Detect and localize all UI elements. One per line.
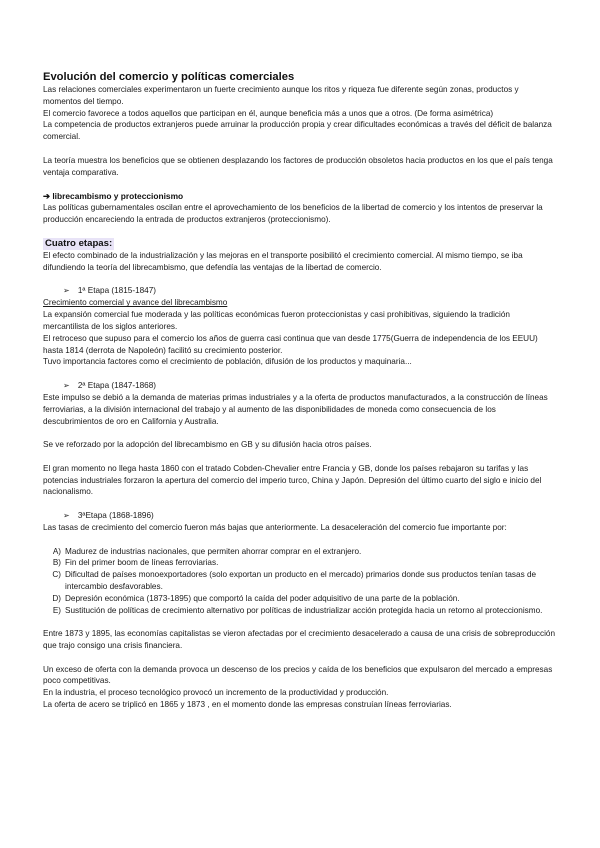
page-title: Evolución del comercio y políticas comerciales [43, 71, 295, 83]
list-item-letter: E) [52, 605, 61, 615]
intro-paragraph: Las relaciones comerciales experimentaron un fuerte crecimiento aunque los ritos y riqueza fue diferente según zonas, productos y momentos del tiempo. [43, 85, 519, 106]
closing-paragraph: En la industria, el proceso tecnológico provocó un incremento de la productividad y producción. [43, 688, 389, 698]
list-item-letter: D) [52, 593, 61, 603]
stages-intro-paragraph: El efecto combinado de la industrialización y las mejoras en el transporte posibilitó el crecimiento comercial. Al mismo tiempo, se iba difundiendo la teoría del librecambismo, que defendía las ventajas de la libertad de comercio. [43, 251, 523, 272]
closing-paragraph: Un exceso de oferta con la demanda provoca un descenso de los precios y caída de los beneficios que expulsaron del mercado a empresas poco competitivas. [43, 664, 553, 686]
arrow-bullet-icon: ➢ [63, 286, 70, 296]
document-body [43, 70, 557, 711]
stage-2-paragraph: Se ve reforzado por la adopción del librecambismo en GB y su difusión hacia otros países. [43, 440, 372, 450]
list-item-text: Fin del primer boom de líneas ferroviarias. [65, 558, 219, 568]
causes-list [43, 546, 557, 617]
stage-1-paragraph: La expansión comercial fue moderada y las políticas económicas fueron proteccionistas y casi prohibitivas, siguiendo la tradición mercantilista de los siglos anteriores. [43, 310, 510, 332]
list-item-text: Madurez de industrias nacionales, que permiten ahorrar comprar en el extranjero. [65, 546, 362, 556]
stage-1-paragraph: Tuvo importancia factores como el crecimiento de población, difusión de los productos y maquinaria... [43, 357, 412, 367]
stage-1-subtitle: Crecimiento comercial y avance del librecambismo [43, 298, 228, 308]
intro-paragraph: El comercio favorece a todos aquellos que participan en él, aunque beneficia más a unos que a otros. (De forma asimétrica) [43, 108, 494, 118]
crisis-paragraph: Entre 1873 y 1895, las economías capitalistas se vieron afectadas por el crecimiento desacelerado a causa de una crisis de sobreproducción que trajo consigo una crisis financiera. [43, 629, 556, 650]
free-trade-heading: ➔ librecambismo y proteccionismo [43, 191, 184, 202]
stage-3-label [63, 510, 557, 522]
list-item-letter: A) [52, 546, 61, 556]
stage-2-label-text: 2ª Etapa (1847-1868) [77, 381, 157, 391]
stage-1-label-text: 1ª Etapa (1815-1847) [77, 286, 157, 296]
stage-3-label-text: 3ªEtapa (1868-1896) [77, 511, 154, 520]
intro-paragraph: La competencia de productos extranjeros puede arruinar la producción propia y crear dificultades económicas a través del déficit de balanza comercial. [43, 120, 552, 142]
list-item-letter: B) [52, 558, 61, 568]
list-item [43, 546, 557, 558]
list-item [43, 605, 557, 617]
stage-2-label [63, 380, 557, 392]
stage-1-paragraph: El retroceso que supuso para el comercio los años de guerra casi continua que van desde 1775(Guerra de independencia de los EEUU) hasta 1814 (derrota de Napoleón) facilitó su crecimiento posterior. [43, 333, 538, 355]
arrow-bullet-icon: ➢ [63, 511, 70, 520]
list-item-text: Sustitución de políticas de crecimiento alternativo por políticas de industrializar acción protegida hacia un retorno al proteccionismo. [65, 605, 543, 615]
stages-heading: Cuatro etapas: [45, 237, 113, 249]
stage-3-intro: Las tasas de crecimiento del comercio fueron más bajas que anteriormente. La desaceleración del comercio fue importante por: [43, 523, 507, 532]
stage-2-paragraph: El gran momento no llega hasta 1860 con el tratado Cobden-Chevalier entre Francia y GB, donde los países rebajaron su tarifas y las potencias industriales forzaron la apertura del comercio del imperio turco, China y Japón. Depresión del último cuarto del siglo e inicio del nacionalismo. [43, 463, 542, 497]
stage-2-paragraph: Este impulso se debió a la demanda de materias primas industriales y a la oferta de productos manufacturados, a la construcción de líneas ferroviarias, a la división internacional del trabajo y al aumento de las disponibilidades de moneda como consecuencia de los descubrimientos de oro en California y Australia. [43, 393, 548, 426]
list-item [43, 569, 557, 593]
stage-1-label [63, 285, 557, 297]
list-item-letter: C) [52, 570, 61, 580]
arrow-bullet-icon: ➢ [63, 381, 70, 391]
list-item-text: Dificultad de países monoexportadores (solo exportan un producto en el mercado) primarios donde sus productos tenían tasas de intercambio desfavorables. [65, 570, 537, 591]
list-item [43, 593, 557, 605]
closing-paragraph: La oferta de acero se triplicó en 1865 y 1873 , en el momento donde las empresas construían líneas ferroviarias. [43, 699, 452, 709]
theory-paragraph: La teoría muestra los beneficios que se obtienen desplazando los factores de producción obsoletos hacia productos en los que el país tenga ventaja comparativa. [43, 155, 553, 177]
list-item-text: Depresión económica (1873-1895) que comportó la caída del poder adquisitivo de una parte de la población. [65, 593, 460, 603]
free-trade-paragraph: Las políticas gubernamentales oscilan entre el aprovechamiento de los beneficios de la libertad de comercio y los intentos de preservar la producción encareciendo la entrada de productos extranjeros (proteccionismo). [43, 203, 543, 224]
list-item [43, 557, 557, 569]
